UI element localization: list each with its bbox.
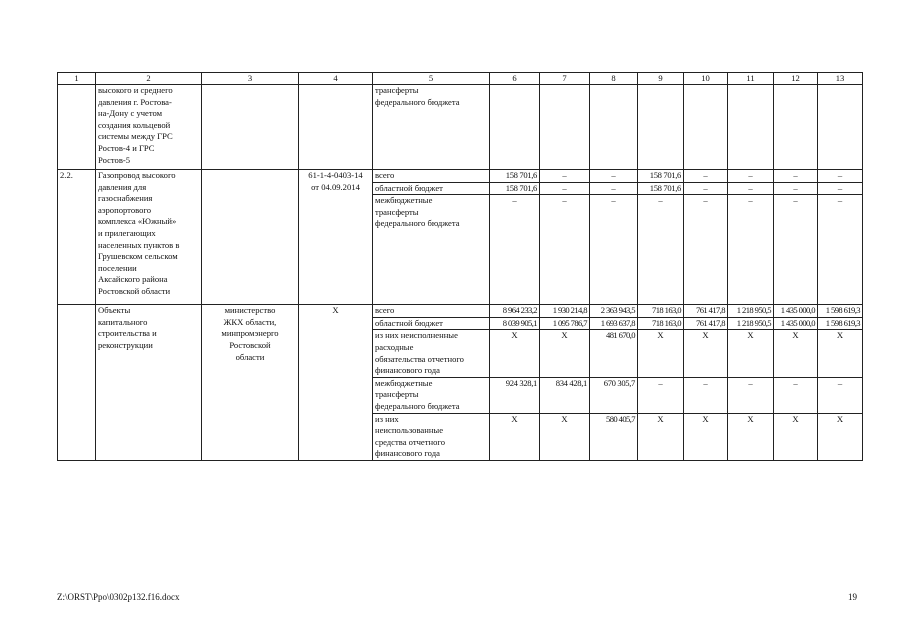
- header-cell: 6: [490, 73, 540, 85]
- cell-empty: [58, 305, 96, 461]
- header-cell: 5: [373, 73, 490, 85]
- value-cell: 1 693 637,8: [590, 317, 638, 330]
- value-cell: –: [590, 170, 638, 183]
- cell-empty: [299, 85, 373, 170]
- value-cell: 580 405,7: [590, 413, 638, 460]
- value-cell: X: [540, 413, 590, 460]
- executor-cell: [202, 305, 299, 461]
- value-cell: –: [728, 170, 774, 183]
- document-code: X: [299, 305, 373, 461]
- source-label: из них неиспользованные средства отчетного финансового года: [375, 413, 445, 459]
- value-cell: X: [490, 413, 540, 460]
- source-label: межбюджетные трансферты федерального бюджета: [375, 377, 460, 411]
- source-label: трансферты федерального бюджета: [375, 85, 460, 107]
- value-cell: X: [774, 413, 818, 460]
- value-cell: 718 163,0: [638, 305, 684, 318]
- value-cell: X: [490, 330, 540, 377]
- value-cell: –: [684, 170, 728, 183]
- source-label: межбюджетные трансферты федерального бюджета: [375, 195, 460, 229]
- value-cell: 924 328,1: [490, 377, 540, 413]
- cell-empty: [202, 170, 299, 305]
- value-cell: –: [774, 377, 818, 413]
- value-cell: –: [684, 182, 728, 195]
- object-name: Объекты капитального строительства и реконструкции: [98, 305, 157, 350]
- value-cell: X: [728, 330, 774, 377]
- value-cell: 1 598 619,3: [818, 305, 863, 318]
- cell-empty: [684, 85, 728, 170]
- value-cell: X: [818, 330, 863, 377]
- header-cell: 13: [818, 73, 863, 85]
- header-cell: 3: [202, 73, 299, 85]
- source-label: всего: [373, 170, 490, 183]
- value-cell: 8 039 905,1: [490, 317, 540, 330]
- cell-empty: [728, 85, 774, 170]
- value-cell: –: [774, 195, 818, 305]
- value-cell: 1 435 000,0: [774, 317, 818, 330]
- row-number: 2.2.: [58, 170, 96, 305]
- value-cell: –: [638, 377, 684, 413]
- value-cell: 2 363 943,5: [590, 305, 638, 318]
- value-cell: –: [728, 377, 774, 413]
- object-name-cell: [96, 305, 202, 461]
- value-cell: –: [728, 182, 774, 195]
- table-row: [58, 305, 863, 318]
- value-cell: 8 964 233,2: [490, 305, 540, 318]
- budget-table: [57, 72, 863, 461]
- table-row: [58, 85, 863, 170]
- value-cell: 1 095 786,7: [540, 317, 590, 330]
- header-row: [58, 73, 863, 85]
- cell-empty: [490, 85, 540, 170]
- object-name: Газопровод высокого давления для газоснабжения аэропортового комплекса «Южный» и прилегающих населенных пунктов в Грушевском сельском поселении Аксайского района Ростовской области: [98, 170, 180, 296]
- table-row: [58, 170, 863, 183]
- value-cell: –: [540, 170, 590, 183]
- value-cell: –: [774, 182, 818, 195]
- source-cell: [373, 377, 490, 413]
- value-cell: 1 930 214,8: [540, 305, 590, 318]
- source-cell: [373, 413, 490, 460]
- cell-empty: [774, 85, 818, 170]
- source-label: областной бюджет: [373, 317, 490, 330]
- value-cell: X: [638, 330, 684, 377]
- cell-empty: [540, 85, 590, 170]
- cell-empty: [818, 85, 863, 170]
- source-label: из них неисполненные расходные обязательства отчетного финансового года: [375, 330, 464, 376]
- value-cell: –: [818, 195, 863, 305]
- header-cell: 11: [728, 73, 774, 85]
- value-cell: 761 417,8: [684, 317, 728, 330]
- header-cell: 8: [590, 73, 638, 85]
- source-label: всего: [373, 305, 490, 318]
- value-cell: –: [818, 170, 863, 183]
- value-cell: –: [638, 195, 684, 305]
- value-cell: –: [774, 170, 818, 183]
- value-cell: X: [684, 330, 728, 377]
- document-code-cell: [299, 170, 373, 305]
- value-cell: X: [728, 413, 774, 460]
- value-cell: X: [638, 413, 684, 460]
- value-cell: –: [684, 377, 728, 413]
- value-cell: X: [818, 413, 863, 460]
- value-cell: 158 701,6: [490, 182, 540, 195]
- value-cell: 158 701,6: [490, 170, 540, 183]
- header-cell: 10: [684, 73, 728, 85]
- header-cell: 2: [96, 73, 202, 85]
- object-name-cell: [96, 170, 202, 305]
- value-cell: –: [818, 182, 863, 195]
- cell-empty: [638, 85, 684, 170]
- value-cell: 834 428,1: [540, 377, 590, 413]
- value-cell: 718 163,0: [638, 317, 684, 330]
- value-cell: –: [728, 195, 774, 305]
- value-cell: –: [590, 182, 638, 195]
- value-cell: X: [774, 330, 818, 377]
- value-cell: 1 218 950,5: [728, 317, 774, 330]
- source-cell: [373, 195, 490, 305]
- value-cell: 158 701,6: [638, 170, 684, 183]
- value-cell: 1 598 619,3: [818, 317, 863, 330]
- value-cell: 1 218 950,5: [728, 305, 774, 318]
- header-cell: 7: [540, 73, 590, 85]
- source-label: областной бюджет: [373, 182, 490, 195]
- value-cell: X: [540, 330, 590, 377]
- object-name: высокого и среднего давления г. Ростова- на-Дону с учетом создания кольцевой системы между ГРС Ростов-4 и ГРС Ростов-5: [98, 85, 173, 165]
- header-cell: 1: [58, 73, 96, 85]
- value-cell: 670 305,7: [590, 377, 638, 413]
- file-path: Z:\ORST\Ppo\0302p132.f16.docx: [57, 592, 180, 602]
- value-cell: 1 435 000,0: [774, 305, 818, 318]
- cell-empty: [590, 85, 638, 170]
- value-cell: 481 670,0: [590, 330, 638, 377]
- object-name-cell: [96, 85, 202, 170]
- source-cell: [373, 330, 490, 377]
- source-cell: [373, 85, 490, 170]
- value-cell: 158 701,6: [638, 182, 684, 195]
- page-number: 19: [848, 592, 857, 602]
- value-cell: –: [540, 182, 590, 195]
- value-cell: –: [684, 195, 728, 305]
- document-code: 61-1-4-0403-14 от 04.09.2014: [308, 170, 363, 192]
- value-cell: X: [684, 413, 728, 460]
- cell-empty: [58, 85, 96, 170]
- header-cell: 4: [299, 73, 373, 85]
- header-cell: 12: [774, 73, 818, 85]
- value-cell: –: [590, 195, 638, 305]
- executor: министерство ЖКХ области, минпромэнерго Ростовской области: [221, 305, 279, 362]
- header-cell: 9: [638, 73, 684, 85]
- cell-empty: [202, 85, 299, 170]
- value-cell: –: [818, 377, 863, 413]
- value-cell: –: [540, 195, 590, 305]
- value-cell: –: [490, 195, 540, 305]
- value-cell: 761 417,8: [684, 305, 728, 318]
